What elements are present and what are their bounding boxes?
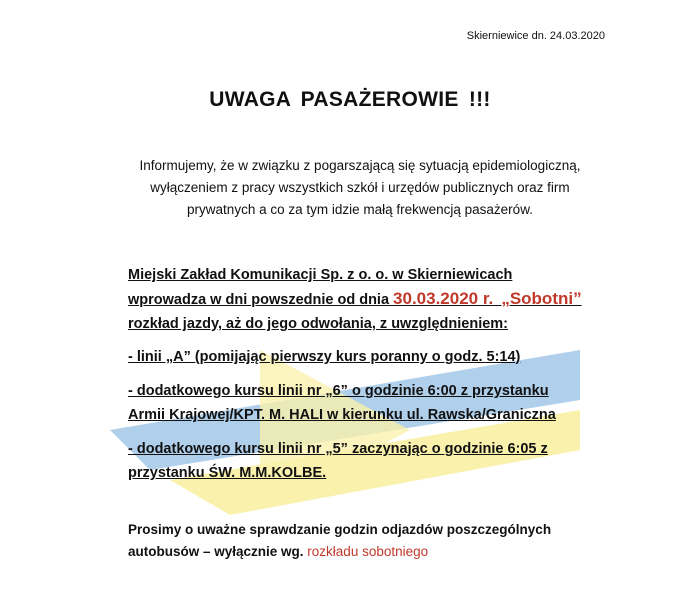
closing-paragraph: [128, 519, 648, 563]
document-date: Skierniewice dn. 24.03.2020: [466, 30, 605, 42]
intro-line: Informujemy, że w związku z pogarszającą się sytuacją epidemiologiczną,: [139, 158, 581, 173]
closing-line: Prosimy o uważne sprawdzanie godzin odjazdów poszczególnych: [128, 522, 552, 537]
announcement-line: [128, 287, 648, 312]
list-item-line: przystanku ŚW. M.M.KOLBE.: [128, 465, 327, 481]
list-item-line: - dodatkowego kursu linii nr „5” zaczynając o godzinie 6:05 z: [128, 441, 548, 457]
schedule-name-highlight: „Sobotni”: [501, 289, 582, 308]
intro-line: wyłączeniem z pracy wszystkich szkół i urzędów publicznych oraz firm: [150, 180, 570, 195]
list-item: [128, 345, 648, 369]
list-item-line: Armii Krajowej/KPT. M. HALI w kierunku ul. Rawska/Graniczna: [128, 407, 556, 423]
closing-line: [128, 541, 648, 563]
start-date-highlight: 30.03.2020 r.: [393, 289, 494, 308]
list-item: [128, 437, 648, 485]
intro-line: prywatnych a co za tym idzie małą frekwencją pasażerów.: [187, 202, 533, 217]
announcement-line: Miejski Zakład Komunikacji Sp. z o. o. w Skierniewicach: [128, 267, 513, 283]
intro-paragraph: [90, 155, 630, 221]
announcement-line: rozkład jazdy, aż do jego odwołania, z uwzględnieniem:: [128, 316, 509, 332]
list-item-line: - dodatkowego kursu linii nr „6” o godzinie 6:00 z przystanku: [128, 383, 549, 399]
list-item-line: - linii „A” (pomijając pierwszy kurs poranny o godz. 5:14): [128, 349, 521, 365]
list-item: [128, 379, 648, 427]
announcement-prefix: wprowadza w dni powszednie od dnia: [128, 292, 394, 308]
announcement-paragraph: [128, 263, 648, 336]
closing-highlight: rozkładu sobotniego: [307, 544, 429, 559]
page-title: UWAGA PASAŻEROWIE !!!: [209, 88, 491, 111]
closing-prefix: autobusów – wyłącznie wg.: [128, 544, 308, 559]
